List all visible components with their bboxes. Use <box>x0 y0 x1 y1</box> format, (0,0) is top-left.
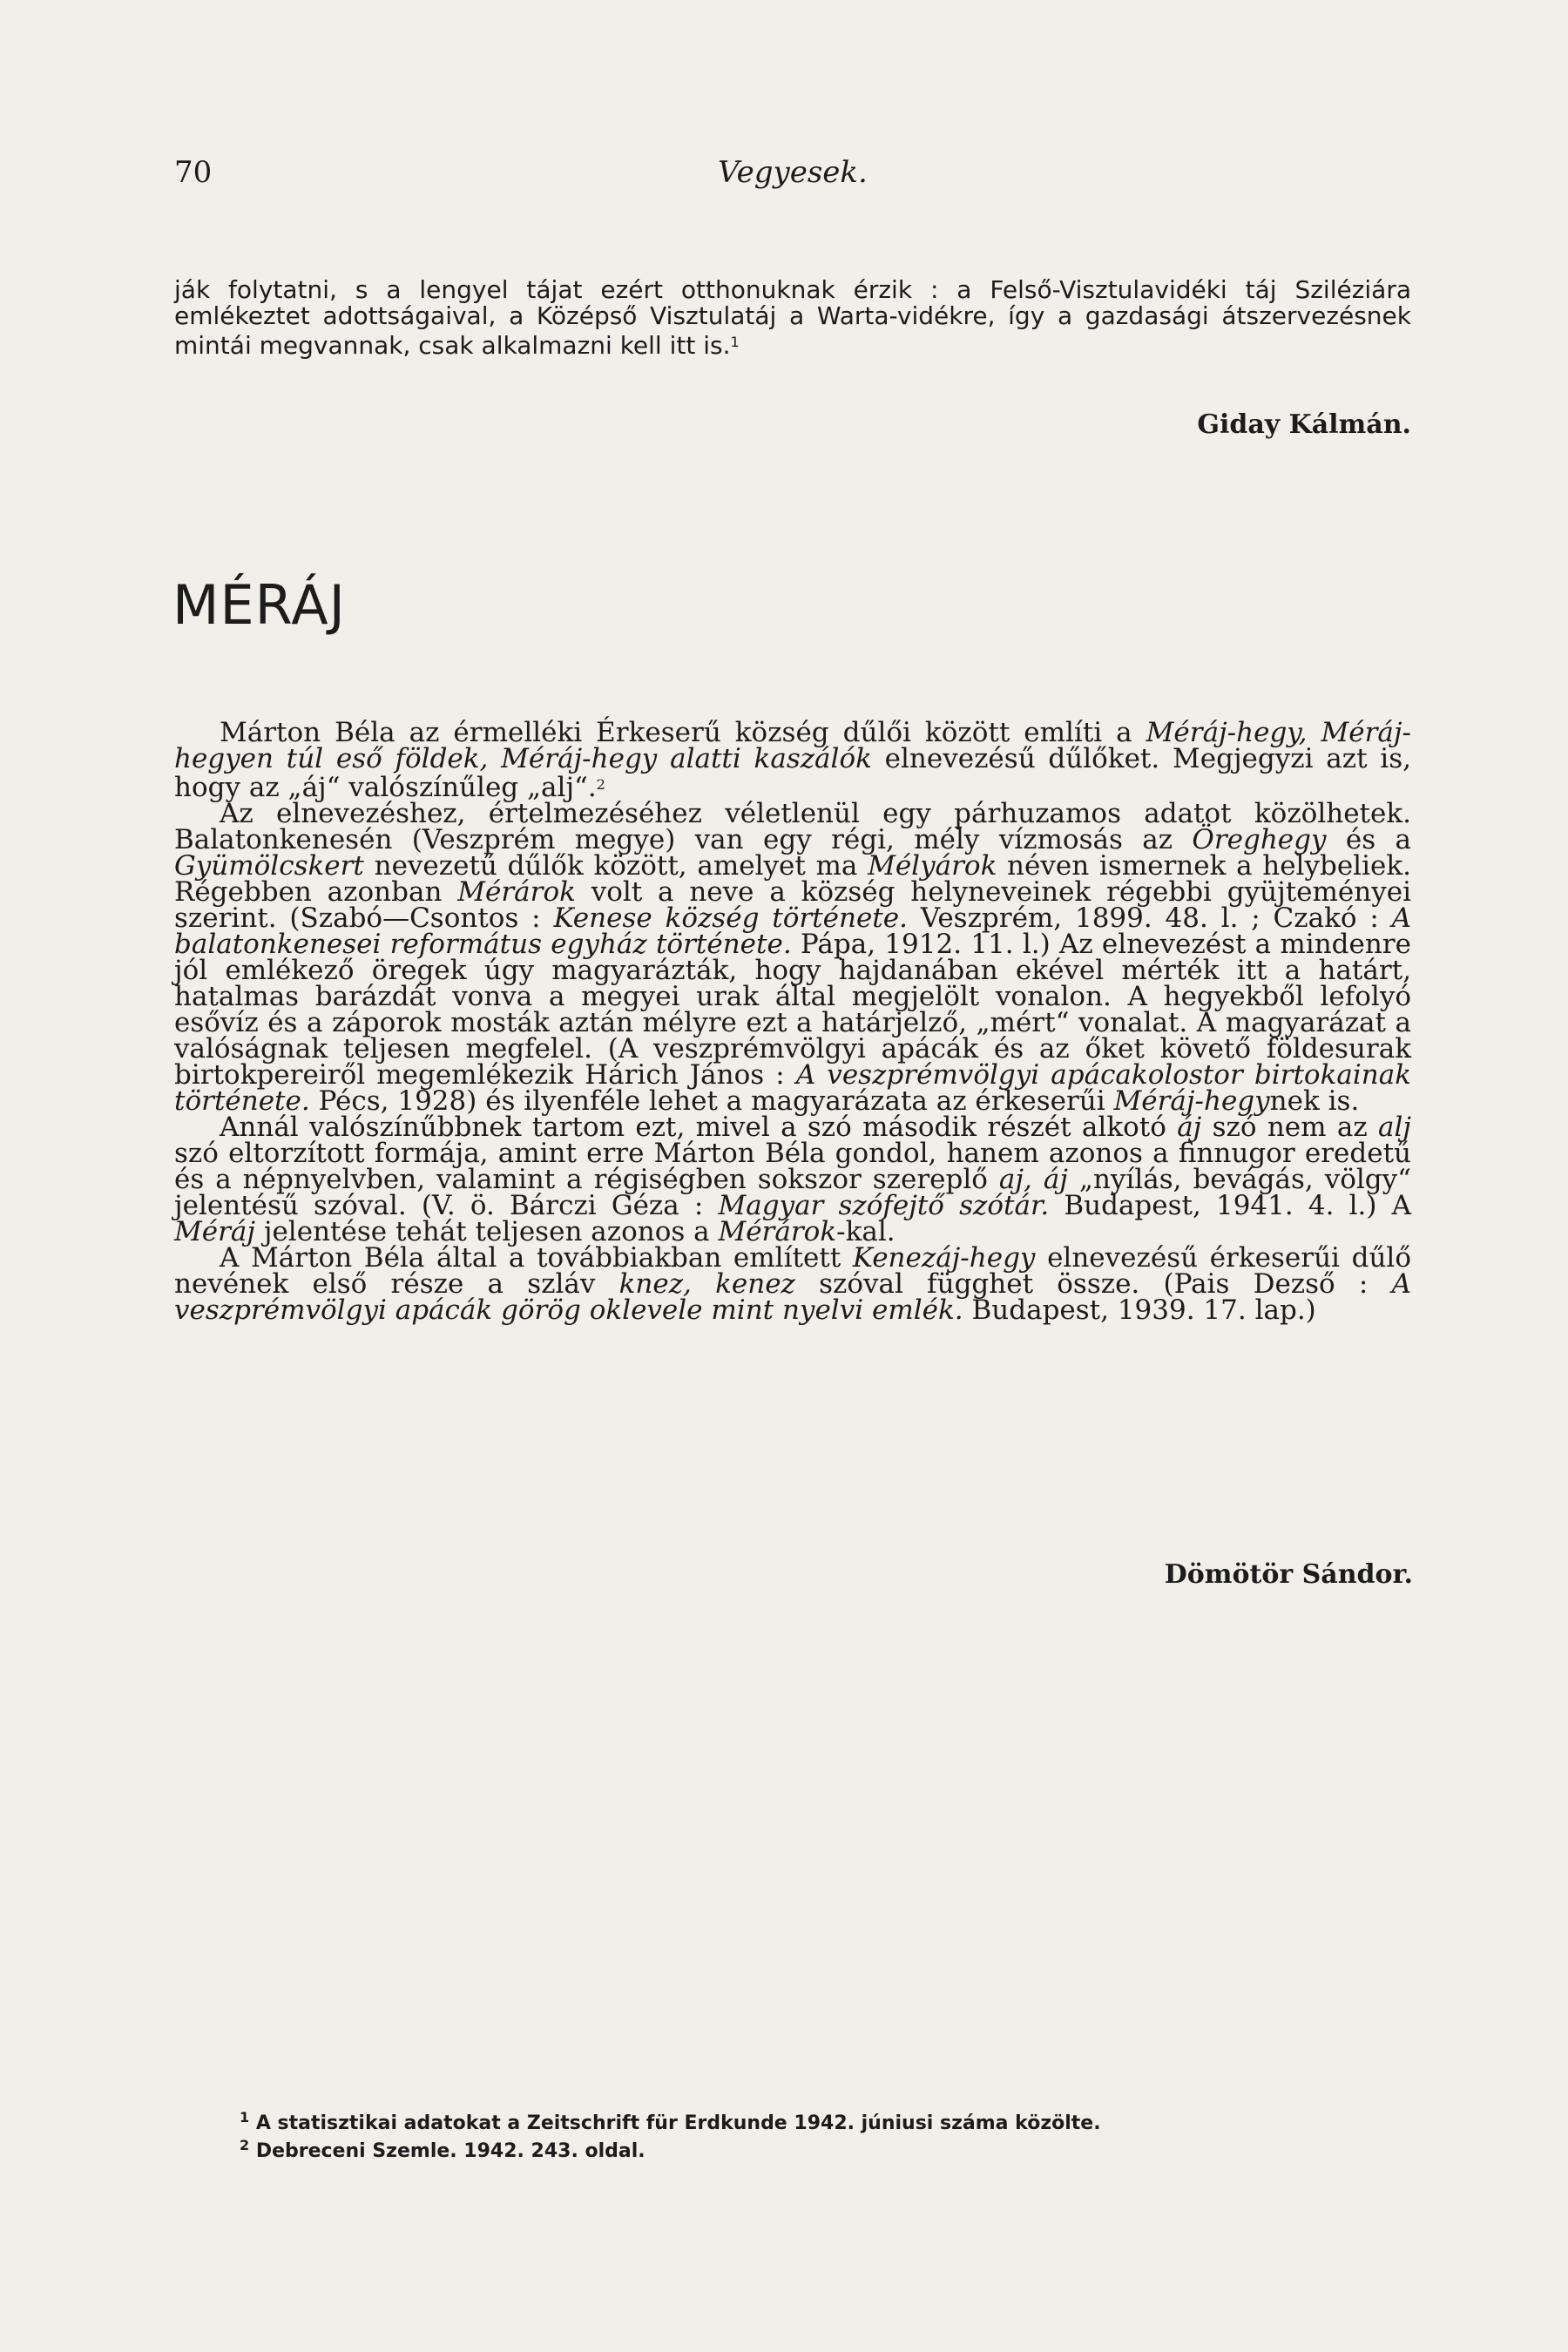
footnote-marker: 2 <box>596 776 605 793</box>
footnote-marker: 1 <box>730 334 740 350</box>
paragraph-4: A Márton Béla által a továbbiakban említett Kenezáj-hegy elnevezésű érkeserűi dűlő nevének első része a szláv knez, kenez szóval függhet össze. (Pais Dezső : A veszprémvölgyi apácák görög oklevele mint nyelvi emlék. Budapest, 1939. 17. lap.) <box>174 1242 1411 1326</box>
paragraph-1: Márton Béla az érmelléki Érkeserű község dűlői között említi a Méráj-hegy, Méráj-hegyen túl eső földek, Méráj-hegy alatti kaszálók elnevezésű dűlőket. Megjegyzi azt is, hogy az „áj“ valószínűleg „alj“.$^2$ <box>174 717 1411 803</box>
intro-text: ják folytatni, s a lengyel tájat ezért otthonuknak érzik : a Felső-Visztulavidéki táj Sziléziára emlékeztet adottságaival, a Középső Visztulatáj a Warta-vidékre, így a gazdasági átszervezésnek mintái megvannak, csak alkalmazni kell itt is. <box>174 275 1411 360</box>
footnote-1: $^1$ A statisztikai adatokat a Zeitschrift für Erdkunde 1942. júniusi száma közölte. <box>240 2109 1101 2134</box>
intro-paragraph <box>174 277 1411 359</box>
paragraph-3: Annál valószínűbbnek tartom ezt, mivel a szó második részét alkotó áj szó nem az alj szó eltorzított formája, amint erre Márton Béla gondol, hanem azonos a finnugor eredetű és a népnyelvben, valamint a régiségben sokszor szereplő aj, áj „nyílás, bevágás, völgy“ jelentésű szóval. (V. ö. Bárczi Géza : Magyar szófejtő szótár. Budapest, 1941. 4. l.) A Méráj jelentése tehát teljesen azonos a Mérárok-kal. <box>174 1112 1411 1247</box>
page-number: 70 <box>174 155 213 190</box>
article-title: MÉRÁJ <box>172 573 346 637</box>
article-body <box>174 717 1412 1326</box>
page-header <box>174 155 1411 199</box>
footnotes <box>240 2106 1372 2162</box>
footnote-2: $^2$ Debreceni Szemle. 1942. 243. oldal. <box>240 2137 645 2162</box>
signature-giday: Giday Kálmán. <box>1197 409 1411 440</box>
paragraph-2: Az elnevezéshez, értelmezéséhez véletlenül egy párhuzamos adatot közölhetek. Balatonkenesén (Veszprém megye) van egy régi, mély vízmosás az Öreghegy és a Gyümölcskert nevezetű dűlők között, amelyet ma Mélyárok néven ismernek a helybeliek. Régebben azonban Mérárok volt a neve a község helyneveinek régebbi gyüjteményei szerint. (Szabó—Csontos : Kenese község története. Veszprém, 1899. 48. l. ; Czakó : A balatonkenesei református egyház története. Pápa, 1912. 11. l.) Az elnevezést a mindenre jól emlékező öregek úgy magyarázták, hogy hajdanában ekével mérték itt a határt, hatalmas barázdát vonva a megyei urak által megjelölt vonalon. A hegyekből lefolyó esővíz és a záporok mosták aztán mélyre ezt a határjelző, „mért“ vonalat. A magyarázat a valóságnak teljesen megfelel. (A veszprémvölgyi apácák és az őket követő földesurak birtokpereiről megemlékezik Hárich János : A veszprémvölgyi apácakolostor birtokainak története. Pécs, 1928) és ilyenféle lehet a magyarázata az érkeserűi Méráj-hegynek is. <box>174 798 1412 1117</box>
signature-domotor: Dömötör Sándor. <box>1164 1559 1413 1590</box>
running-head: Vegyesek. <box>718 155 868 190</box>
